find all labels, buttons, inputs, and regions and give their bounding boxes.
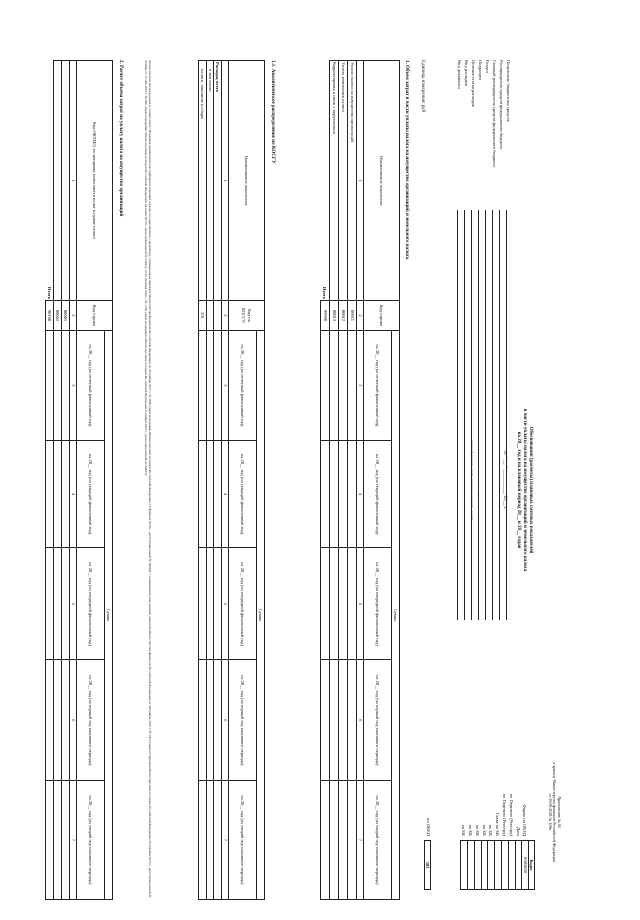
- header-col-7: на 20__ год (на второй год планового периода): [364, 780, 392, 899]
- code-value: [508, 840, 515, 890]
- units-value: руб: [420, 104, 425, 113]
- col-number: 5: [357, 548, 364, 660]
- title-line-3: на 20__ год и на плановый период 20__ и 20__ годов: [516, 431, 522, 549]
- row-name: Корректировка в связи с округлением: [330, 61, 339, 301]
- row-code: [207, 301, 214, 331]
- row-name: в том числе:: [207, 61, 214, 301]
- title-line-1: Обоснования (расчеты) плановых сметных показателей: [528, 426, 533, 554]
- total-label: Итого: [321, 61, 330, 301]
- rotated-form-sheet: [5, 40, 565, 920]
- code-value: [474, 840, 481, 890]
- code-row: [467, 730, 474, 900]
- code-row: [494, 730, 501, 900]
- code-value: [467, 840, 474, 890]
- meta-label: Подраздел: [478, 60, 484, 81]
- col-number: 5: [222, 548, 229, 660]
- row-code: 00002: [54, 301, 62, 331]
- meta-underline: [506, 210, 512, 620]
- row-name: [54, 61, 62, 301]
- col-number: 5: [70, 548, 77, 660]
- header-col-5: на 20__ год (на очередной финансовый год): [77, 548, 105, 660]
- code-label: по БК: [468, 824, 474, 836]
- header-col-3: на 20__ год (на отчетный финансовый год): [77, 331, 105, 441]
- meta-row: [499, 60, 506, 620]
- col-number: 3: [70, 331, 77, 441]
- total-code: 99990: [321, 301, 330, 331]
- codes-block: [460, 730, 535, 900]
- code-value: [481, 840, 488, 890]
- meta-underline: [492, 210, 498, 620]
- form-title: [516, 340, 533, 640]
- header-fields: [457, 60, 513, 620]
- meta-label: Получатель бюджетных средств: [506, 60, 512, 122]
- code-label: по БК: [461, 824, 467, 836]
- meta-row: [478, 60, 485, 620]
- document-date-caption: (основной документ - код 01; изменения к документу - код 02): [470, 440, 474, 520]
- col-number: 7: [357, 780, 364, 899]
- col-number: 3: [357, 331, 364, 441]
- header-sum: Сумма: [392, 331, 400, 900]
- meta-row: [492, 60, 499, 620]
- section-2-heading: 2. Расчет объема затрат на уплату налога на имущество организаций: [118, 60, 123, 217]
- meta-underline: [499, 210, 505, 620]
- header-col-4: на 20__ год (на текущий финансовый год): [229, 440, 257, 548]
- header-col-6: на 20__ год (на первый год планового периода): [364, 660, 392, 780]
- header-col-6: на 20__ год (на первый год планового периода): [77, 660, 105, 780]
- total-code: 90100: [46, 301, 54, 331]
- meta-label: Вид документа: [457, 60, 463, 89]
- code-value: [501, 840, 508, 890]
- code-label: Глава по БК: [495, 812, 501, 836]
- row-code: 00011: [348, 301, 357, 331]
- okei-row: [424, 730, 431, 900]
- meta-label: Распорядитель средств федерального бюджета: [499, 60, 505, 150]
- code-label: Форма по ОКУД: [522, 804, 528, 836]
- code-label: по БК: [488, 824, 494, 836]
- appendix-note: [547, 712, 561, 912]
- col-number: 4: [357, 440, 364, 548]
- code-row: [460, 730, 467, 900]
- header-col-7: на 20__ год (на второй год планового периода): [229, 780, 257, 899]
- code-row: [501, 730, 508, 900]
- code-row: [521, 730, 528, 900]
- header-name: Наименование показателя: [364, 61, 400, 301]
- meta-row: [471, 60, 478, 620]
- header-col-5: на 20__ год (на очередной финансовый год): [229, 548, 257, 660]
- table-row: [54, 61, 62, 900]
- header-sum: Сумма: [257, 331, 265, 900]
- code-value: 0505050: [521, 840, 528, 890]
- table-row: [339, 61, 348, 900]
- meta-underline: [485, 210, 491, 620]
- code-label: по Перечню (Реестру): [502, 793, 507, 836]
- appendix-line-2: к приказу Министерства финансов Российской Федерации: [552, 762, 558, 862]
- header-code: Код строки: [364, 301, 400, 331]
- table-row: [62, 61, 70, 900]
- meta-row: [506, 60, 513, 620]
- code-label: по Перечню (Реестру): [508, 793, 514, 836]
- document-date: от " __ " __________ 20__ г.: [502, 450, 507, 510]
- code-row: [481, 730, 488, 900]
- header-col-5: на 20__ год (на очередной финансовый год): [364, 548, 392, 660]
- meta-row: [457, 60, 464, 620]
- table-row: [348, 61, 357, 900]
- col-number: 4: [70, 440, 77, 548]
- units-label: Единица измерения:: [420, 60, 425, 104]
- meta-label: Целевая статья расходов: [471, 60, 477, 107]
- header-code: Код по КОСГУ: [229, 301, 265, 331]
- header-name: Код ОКТМО, по которому начисляется налог в сумме налога: [77, 61, 113, 301]
- header-col-3: на 20__ год (на отчетный финансовый год): [229, 331, 257, 441]
- col-number: 1: [70, 61, 77, 301]
- col-number: 4: [222, 440, 229, 548]
- code-value: [515, 840, 522, 890]
- col-number: 7: [70, 780, 77, 899]
- appendix-line-3: от 29.06.2018 № 159н: [547, 793, 553, 831]
- meta-row: [485, 60, 492, 620]
- row-code: 00001: [62, 301, 70, 331]
- header-code: Код строки: [77, 301, 113, 331]
- row-code: 00013: [330, 301, 339, 331]
- total-row: [321, 61, 330, 900]
- header-sum: Сумма: [105, 331, 113, 900]
- header-col-4: на 20__ год (на текущий финансовый год): [77, 440, 105, 548]
- row-name: Расходы, всего: [214, 61, 222, 301]
- code-row: [474, 730, 481, 900]
- row-name: [62, 61, 70, 301]
- meta-underline: [457, 210, 463, 620]
- col-number: 6: [222, 660, 229, 780]
- footnote: Аналитическое распределение в соответствии с Порядком применения классификации операций сектора государственного управления, утвержденным приказом Министерства финансов Российской Федерации от 29 ноября 2017 г. № 209н (зарегистрирован Министерством юстиции Российской Федерации 12 февраля 2018 г., регистрационный № 50003), с изменениями, внесенными приказом Министерства финансов Российской Федерации от 30 ноября 2018 г. № 245н (зарегистрирован Министерством юстиции Российской Федерации 28 декабря 2018 г., регистрационный № 53188), от 13 мая 2019 г. № 69н (зарегистрирован Министерством юстиции Российской Федерации 24 июня 2019 г., регистрационный № 55011), от 25 октября 2019 г. № 175н (зарегистрирован Министерством юстиции Российской Федерации 6 ноября 2019 г., регистрационный № 56437).: [143, 60, 152, 898]
- header-col-3: на 20__ год (на отчетный финансовый год): [364, 331, 392, 441]
- table-row: [207, 61, 214, 900]
- section-1-heading: 1. Объем затрат в части уплаты налога на имущество организаций и земельного налога: [404, 60, 409, 260]
- table-row: [199, 61, 207, 900]
- table-row: [330, 61, 339, 900]
- col-number: 6: [357, 660, 364, 780]
- appendix-line-1: Приложение № 94: [557, 796, 562, 828]
- col-number: 2: [222, 301, 229, 331]
- row-code: 00012: [339, 301, 348, 331]
- code-label: по БК: [481, 824, 487, 836]
- col-number: 6: [70, 660, 77, 780]
- title-line-2: в части уплаты налога на имущество организаций и земельного налога: [522, 408, 528, 572]
- code-value: [487, 840, 494, 890]
- header-col-6: на 20__ год (на первый год планового периода): [229, 660, 257, 780]
- total-label: Итого: [46, 61, 54, 301]
- row-name: Уплата налога на имущество организаций: [348, 61, 357, 301]
- col-number: 2: [70, 301, 77, 331]
- okei-label: по ОКЕИ: [426, 817, 431, 836]
- col-number: 1: [222, 61, 229, 301]
- code-row: [487, 730, 494, 900]
- section-2-table: [45, 60, 113, 900]
- meta-underline: [478, 210, 484, 620]
- header-col-7: на 20__ год (на второй год планового периода): [77, 780, 105, 899]
- row-name: Уплата земельного налога: [339, 61, 348, 301]
- row-code: [214, 301, 222, 331]
- section-1-table: [320, 60, 400, 900]
- units-of-measure: [419, 60, 425, 112]
- code-label: Дата: [515, 827, 521, 836]
- code-row: [515, 730, 522, 900]
- meta-label: Раздел: [485, 60, 491, 73]
- col-number: 7: [222, 780, 229, 899]
- okei-value: 383: [424, 840, 431, 890]
- col-number: 1: [357, 61, 364, 301]
- meta-label: Главный распорядитель средств федерального бюджета: [492, 60, 498, 167]
- code-value: [494, 840, 501, 890]
- code-value: [460, 840, 467, 890]
- header-col-4: на 20__ год (на текущий финансовый год): [364, 440, 392, 548]
- codes-header: Коды: [528, 840, 535, 890]
- code-label: по БК: [474, 824, 480, 836]
- section-1-1-heading: 1.1. Аналитическое распределение по КОСГУ: [270, 60, 275, 164]
- row-name: налоги, пошлины и сборы: [199, 61, 207, 301]
- meta-underline: [464, 210, 470, 620]
- codes-header-row: [528, 730, 535, 900]
- meta-label: Вид расходов: [464, 60, 470, 86]
- header-name: Наименование показателя: [229, 61, 265, 301]
- code-row: [508, 730, 515, 900]
- col-number: 3: [222, 331, 229, 441]
- table-row: [214, 61, 222, 900]
- meta-underline: [471, 210, 477, 620]
- col-number: 2: [357, 301, 364, 331]
- section-1-1-table: [198, 60, 265, 900]
- row-code: 291: [199, 301, 207, 331]
- total-row: [46, 61, 54, 900]
